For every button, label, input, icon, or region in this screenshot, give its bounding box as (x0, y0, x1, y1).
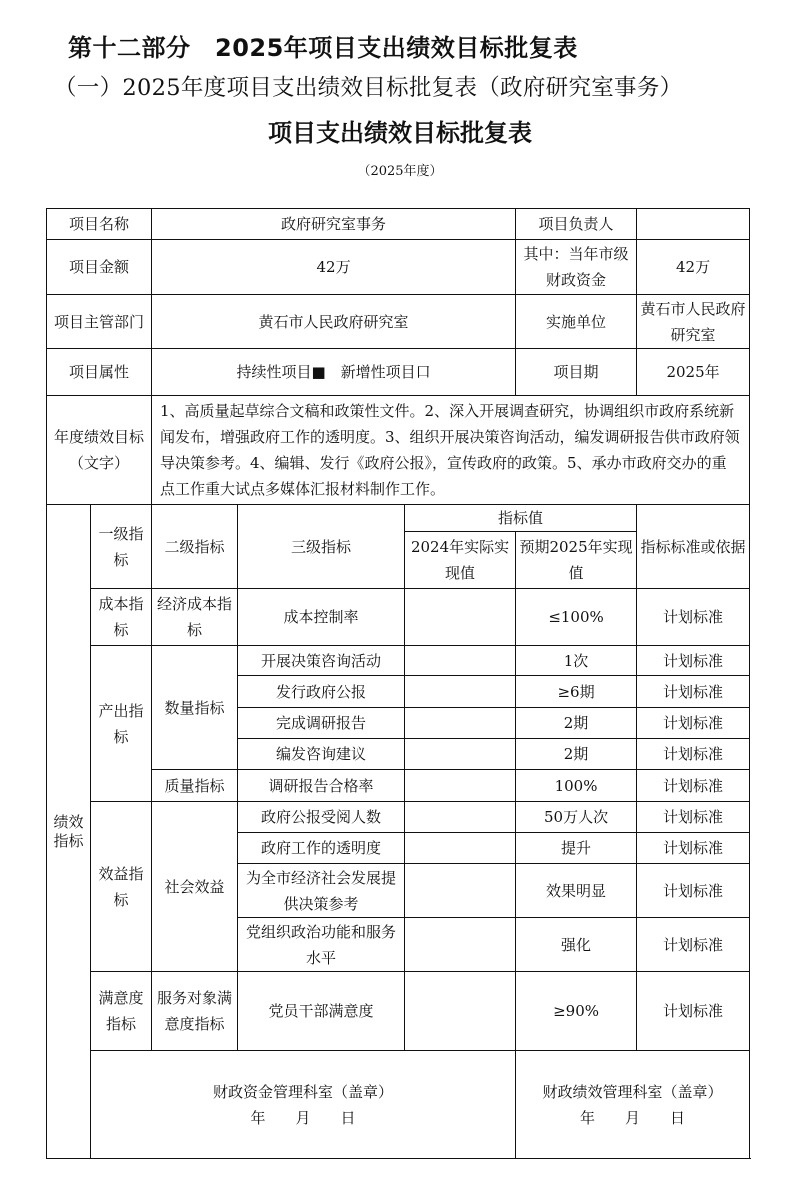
indicator-name: 完成调研报告 (238, 708, 405, 739)
indicator-actual (405, 833, 516, 864)
perf-side-label: 绩效指标 (47, 505, 91, 1159)
indicator-name: 发行政府公报 (238, 676, 405, 708)
indicator-target: ≥6期 (516, 676, 637, 708)
perf-header-row-1 (47, 505, 750, 532)
indicator-name: 开展决策咨询活动 (238, 646, 405, 676)
right-date-line: 年 月 日 (580, 1108, 686, 1127)
row-goal (47, 396, 750, 505)
project-name-value: 政府研究室事务 (152, 209, 516, 240)
left-seal-cell (91, 1051, 516, 1159)
standard-header: 指标标准或依据 (637, 505, 750, 589)
indicator-standard: 计划标准 (637, 676, 750, 708)
indicator-row (47, 646, 750, 676)
indicator-standard: 计划标准 (637, 739, 750, 770)
row-attr (47, 349, 750, 396)
subgroup-quantity: 数量指标 (152, 646, 238, 770)
indicator-actual (405, 972, 516, 1051)
goal-text: 1、高质量起草综合文稿和政策性文件。2、深入开展调查研究，协调组织市政府系统新闻发布，增强政府工作的透明度。3、组织开展决策咨询活动，编发调研报告供市政府领导决策参考。4、编辑、发行《政府公报》，宣传政府的政策。5、承办市政府交办的重点工作重大试点多媒体汇报材料制作工作。 (152, 396, 750, 505)
project-name-label: 项目名称 (47, 209, 152, 240)
group-output: 产出指标 (91, 646, 152, 802)
indicator-target: 1次 (516, 646, 637, 676)
value-group-header: 指标值 (405, 505, 637, 532)
impl-label: 实施单位 (516, 295, 637, 349)
indicator-standard: 计划标准 (637, 802, 750, 833)
period-label: 项目期 (516, 349, 637, 396)
indicator-actual (405, 708, 516, 739)
fiscal-value: 42万 (637, 240, 750, 295)
level1-header: 一级指标 (91, 505, 152, 589)
impl-value: 黄石市人民政府研究室 (637, 295, 750, 349)
dept-value: 黄石市人民政府研究室 (152, 295, 516, 349)
indicator-row (47, 589, 750, 646)
dept-label: 项目主管部门 (47, 295, 152, 349)
leader-label: 项目负责人 (516, 209, 637, 240)
indicator-standard: 计划标准 (637, 646, 750, 676)
indicator-target: 2期 (516, 708, 637, 739)
level2-header: 二级指标 (152, 505, 238, 589)
row-dept (47, 295, 750, 349)
goal-label: 年度绩效目标（文字） (47, 396, 152, 505)
amount-label: 项目金额 (47, 240, 152, 295)
subgroup-econ-cost: 经济成本指标 (152, 589, 238, 646)
indicator-standard: 计划标准 (637, 770, 750, 802)
part-title: 第十二部分 2025年项目支出绩效目标批复表 (68, 34, 578, 62)
indicator-standard: 计划标准 (637, 589, 750, 646)
indicator-target: 100% (516, 770, 637, 802)
attr-label: 项目属性 (47, 349, 152, 396)
indicator-name: 党员干部满意度 (238, 972, 405, 1051)
indicator-target: ≥90% (516, 972, 637, 1051)
row-amount (47, 240, 750, 295)
amount-value: 42万 (152, 240, 516, 295)
indicator-row (47, 770, 750, 802)
indicator-actual (405, 676, 516, 708)
indicator-standard: 计划标准 (637, 972, 750, 1051)
right-seal-label: 财政绩效管理科室（盖章） (542, 1082, 723, 1101)
right-seal-cell (516, 1051, 750, 1159)
indicator-target: 强化 (516, 918, 637, 972)
indicator-target: 50万人次 (516, 802, 637, 833)
indicator-name: 政府公报受阅人数 (238, 802, 405, 833)
left-seal-label: 财政资金管理科室（盖章） (213, 1082, 394, 1101)
leader-value (637, 209, 750, 240)
subgroup-social: 社会效益 (152, 802, 238, 972)
table-title: 项目支出绩效目标批复表 (268, 119, 532, 147)
year-note: （2025年度） (357, 164, 443, 179)
target-2025-header: 预期2025年实现值 (516, 532, 637, 589)
indicator-row (47, 972, 750, 1051)
indicator-name: 调研报告合格率 (238, 770, 405, 802)
row-project-name (47, 209, 750, 240)
left-date-line: 年 月 日 (250, 1108, 356, 1127)
fiscal-label: 其中：当年市级财政资金 (516, 240, 637, 295)
period-value: 2025年 (637, 349, 750, 396)
indicator-name: 成本控制率 (238, 589, 405, 646)
indicator-actual (405, 864, 516, 918)
group-cost: 成本指标 (91, 589, 152, 646)
indicator-name: 编发咨询建议 (238, 739, 405, 770)
attr-value: 持续性项目■ 新增性项目口 (152, 349, 516, 396)
sub-title: （一）2025年度项目支出绩效目标批复表（政府研究室事务） (54, 75, 683, 101)
level3-header: 三级指标 (238, 505, 405, 589)
group-satisfaction: 满意度指标 (91, 972, 152, 1051)
indicator-standard: 计划标准 (637, 918, 750, 972)
indicator-actual (405, 739, 516, 770)
approval-table (46, 208, 750, 1159)
seal-row (47, 1051, 750, 1159)
indicator-standard: 计划标准 (637, 864, 750, 918)
indicator-standard: 计划标准 (637, 833, 750, 864)
indicator-actual (405, 802, 516, 833)
indicator-row (47, 802, 750, 833)
subgroup-service: 服务对象满意度指标 (152, 972, 238, 1051)
indicator-name: 党组织政治功能和服务水平 (238, 918, 405, 972)
indicator-target: 提升 (516, 833, 637, 864)
indicator-standard: 计划标准 (637, 708, 750, 739)
subgroup-quality: 质量指标 (152, 770, 238, 802)
indicator-actual (405, 589, 516, 646)
indicator-actual (405, 918, 516, 972)
indicator-name: 政府工作的透明度 (238, 833, 405, 864)
indicator-name: 为全市经济社会发展提供决策参考 (238, 864, 405, 918)
indicator-target: 效果明显 (516, 864, 637, 918)
group-benefit: 效益指标 (91, 802, 152, 972)
indicator-target: ≤100% (516, 589, 637, 646)
indicator-actual (405, 770, 516, 802)
actual-2024-header: 2024年实际实现值 (405, 532, 516, 589)
indicator-target: 2期 (516, 739, 637, 770)
indicator-actual (405, 646, 516, 676)
